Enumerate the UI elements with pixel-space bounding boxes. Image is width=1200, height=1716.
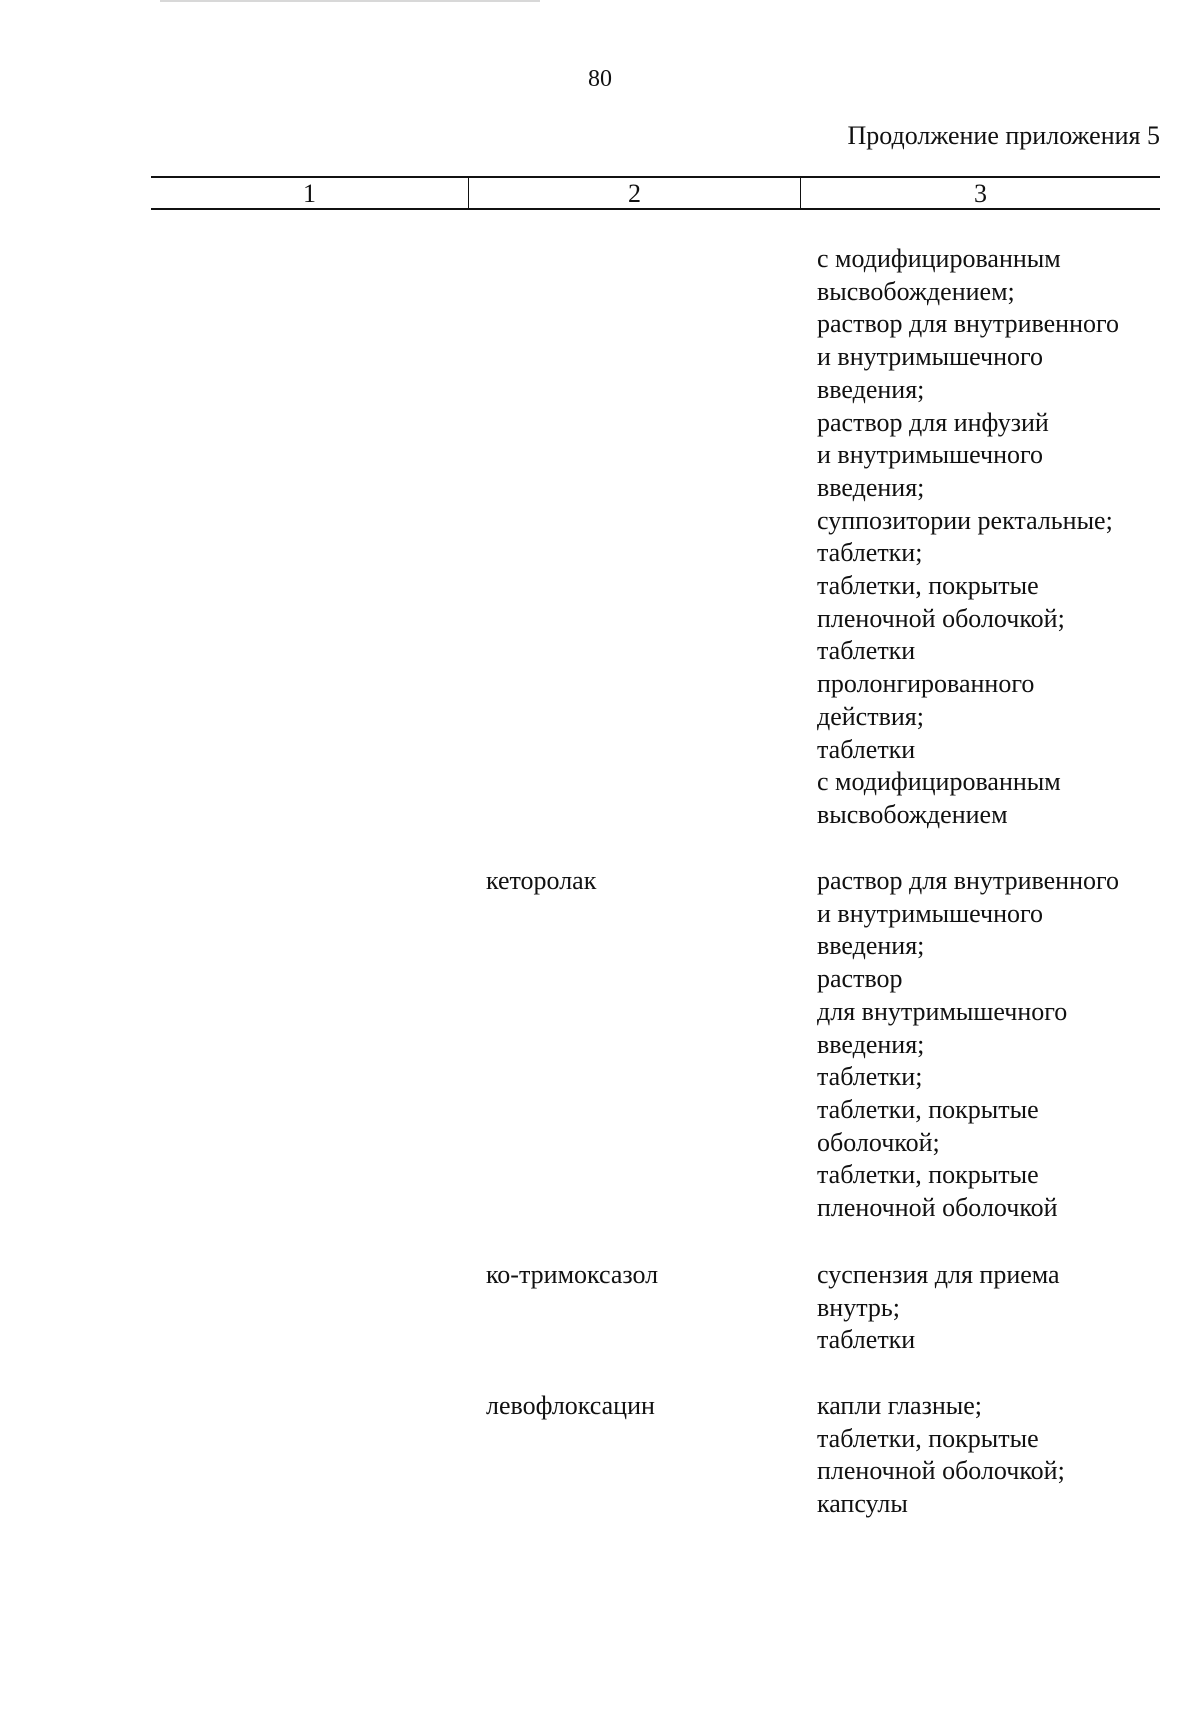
dosage-form-line: раствор для инфузий [817, 407, 1049, 437]
dosage-form-line: с модифицированным [817, 244, 1061, 273]
dosage-form-line: введения; [817, 374, 925, 404]
scan-edge-mark [160, 0, 540, 2]
dosage-form-line: суспензия для приема [817, 1260, 1060, 1289]
dosage-form-line: таблетки; [817, 538, 923, 568]
dosage-form-line: раствор для внутривенного [817, 309, 1119, 339]
dosage-form-line: и внутримышечного [817, 440, 1044, 470]
dosage-form-line: действия; [817, 701, 924, 731]
dosage-form-line: введения; [817, 1029, 925, 1059]
dosage-form-line: таблетки [817, 734, 916, 764]
header-column-3: 3 [800, 178, 1160, 208]
dosage-forms-list [817, 865, 1177, 1225]
dosage-form-line: внутрь; [817, 1292, 900, 1322]
drug-name: кеторолак [486, 866, 597, 895]
dosage-form-line: пленочной оболочкой; [817, 1456, 1065, 1486]
dosage-form-line: таблетки, покрытые [817, 1094, 1039, 1124]
dosage-forms-list [817, 1390, 1177, 1521]
dosage-form-line: раствор для внутривенного [817, 866, 1119, 895]
dosage-form-line: таблетки; [817, 1062, 923, 1092]
drug-name: левофлоксацин [486, 1391, 655, 1420]
dosage-form-line: пленочной оболочкой [817, 1193, 1058, 1223]
dosage-form-line: с модифицированным [817, 767, 1061, 797]
drug-name: ко-тримоксазол [486, 1260, 659, 1289]
dosage-form-line: таблетки [817, 1325, 916, 1355]
dosage-form-line: оболочкой; [817, 1127, 940, 1157]
dosage-form-line: пролонгированного [817, 669, 1035, 699]
dosage-form-line: введения; [817, 472, 925, 502]
dosage-form-line: суппозитории ректальные; [817, 505, 1113, 535]
dosage-form-line: введения; [817, 931, 925, 961]
dosage-form-line: раствор [817, 964, 903, 994]
dosage-form-line: таблетки, покрытые [817, 1160, 1039, 1190]
dosage-form-line: и внутримышечного [817, 342, 1044, 372]
page-number: 80 [588, 66, 612, 92]
dosage-form-line: таблетки [817, 636, 916, 666]
dosage-form-line: и внутримышечного [817, 898, 1044, 928]
table-header [151, 176, 1160, 210]
header-column-2: 2 [468, 178, 800, 208]
dosage-form-line: высвобождением [817, 799, 1008, 829]
header-column-1: 1 [303, 179, 316, 208]
dosage-form-line: таблетки, покрытые [817, 1423, 1039, 1453]
dosage-form-line: для внутримышечного [817, 996, 1068, 1026]
dosage-forms-list [817, 1259, 1177, 1357]
dosage-form-line: пленочной оболочкой; [817, 603, 1065, 633]
appendix-continuation-note: Продолжение приложения 5 [847, 121, 1160, 150]
dosage-form-line: таблетки, покрытые [817, 571, 1039, 601]
dosage-form-line: высвобождением; [817, 276, 1015, 306]
dosage-forms-list [817, 243, 1177, 832]
dosage-form-line: капли глазные; [817, 1391, 983, 1420]
dosage-form-line: капсулы [817, 1489, 908, 1519]
